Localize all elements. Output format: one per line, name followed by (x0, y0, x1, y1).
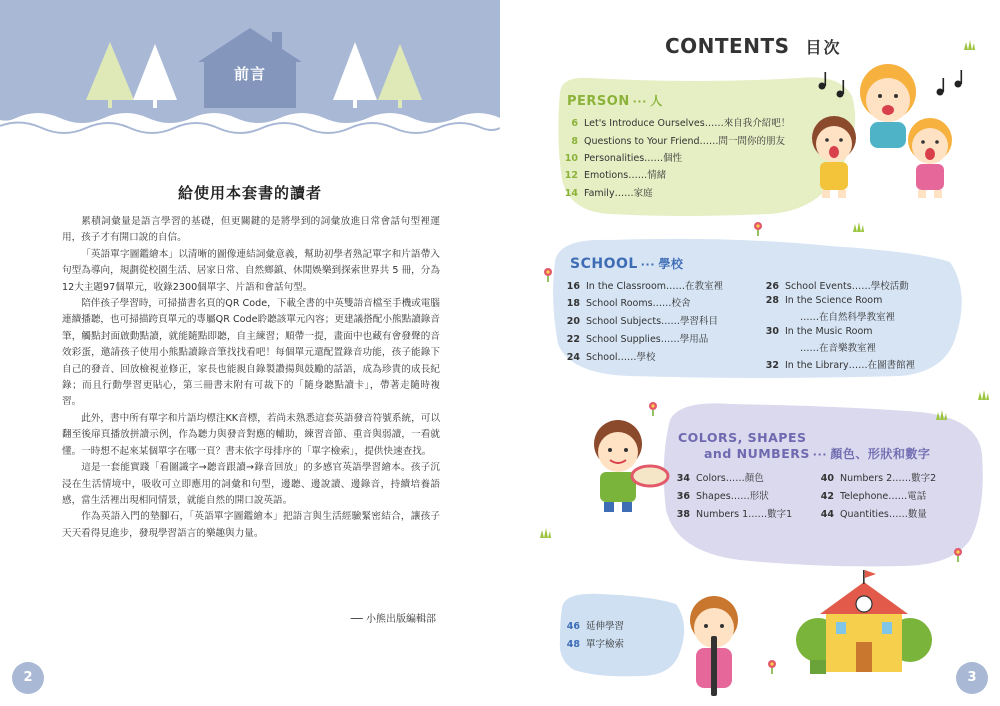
toc-entry-label: Questions to Your Friend……問一問你的朋友 (584, 136, 786, 147)
toc-entry-label: Colors……顏色 (696, 473, 764, 484)
toc-page-number: 6 (571, 118, 578, 129)
toc-entry[interactable] (562, 133, 785, 147)
toc-entry[interactable] (562, 115, 790, 129)
toc-entry-label: School Rooms……校舍 (586, 298, 691, 309)
flower-icon (768, 660, 776, 674)
contents-title-zh: 目次 (805, 38, 842, 57)
toc-entry-label: Numbers 2……數字2 (840, 473, 937, 484)
toc-entry[interactable] (763, 326, 873, 337)
toc-entry[interactable] (566, 618, 624, 632)
flower-icon (954, 548, 962, 562)
section-title-zh: 學校 (658, 257, 684, 271)
toc-page-number: 20 (566, 316, 580, 327)
signature: ── 小熊出版編輯部 (350, 614, 436, 625)
toc-entry-label: Emotions……情緒 (584, 170, 667, 181)
toc-entry-label: School……學校 (586, 352, 656, 363)
title-dots: ‧‧‧ (640, 258, 656, 271)
paragraph: 這是一套能實踐「看圖識字→聽音跟讀→錄音回放」的多感官英語學習繪本。孩子沉浸在生活情境中，吸收可立即應用的詞彙和句型，邊聽、邊說讀、邊錄音，持續培養語感，當生活裡出現相同情景，就能自然的開口說英語。 (62, 462, 440, 506)
toc-entry-label: Telephone……電話 (840, 491, 927, 502)
section-title-en: SCHOOL (570, 256, 638, 272)
toc-entry[interactable] (564, 278, 723, 292)
toc-entry[interactable] (562, 150, 682, 164)
toc-entry[interactable] (674, 506, 792, 520)
toc-page-number: 22 (566, 334, 580, 345)
toc-page-number: 28 (765, 295, 779, 306)
toc-page-number: 36 (676, 491, 690, 502)
toc-entry-label: School Subjects……學習科目 (586, 316, 719, 327)
toc-entry-label: Personalities……個性 (584, 153, 683, 164)
toc-page-number: 34 (676, 473, 690, 484)
toc-entry[interactable] (564, 349, 656, 363)
toc-page-number: 8 (571, 136, 578, 147)
singing-kids-illustration (812, 64, 952, 198)
toc-entry[interactable] (763, 278, 909, 292)
toc-entry[interactable] (818, 506, 927, 520)
contents-title (665, 34, 842, 58)
toc-entry[interactable] (562, 185, 653, 199)
toc-entry-label: Shapes……形狀 (696, 491, 769, 502)
toc-entry-label: Quantities……數量 (840, 509, 927, 520)
toc-entry-label: 單字檢索 (586, 639, 625, 650)
toc-entry[interactable] (818, 488, 926, 502)
preface-body (62, 214, 440, 542)
toc-entry[interactable] (763, 357, 915, 371)
toc-page-number: 14 (564, 188, 578, 199)
contents-title-en: CONTENTS (665, 34, 790, 58)
paragraph: 作為英語入門的墊腳石，「英語單字圖鑑繪本」把語言與生活經驗緊密結合，讓孩子天天看得見進步，發現學習語言的樂趣與力量。 (62, 511, 440, 539)
toc-entry[interactable] (566, 636, 624, 650)
section-title-school (570, 255, 683, 272)
section-title-person (567, 92, 663, 109)
toc-entry-label: In the Library……在圖書館裡 (785, 360, 916, 371)
flower-icon (544, 268, 552, 282)
toc-entry-label: School Events……學校活動 (785, 281, 909, 292)
toc-entry-sub: ……在音樂教室裡 (800, 343, 877, 354)
paragraph: 陪伴孩子學習時，可掃描書名頁的QR Code，下載全書的中英雙語音檔至手機或電腦連續播聽，也可掃描跨頁單元的專屬QR Code聆聽該單元內容；更建議搭配小熊點讀錄音筆，觸點封面啟動點讀，就能隨點即聽，自主練習；順帶一提，畫面中也藏有會發聲的音效彩蛋，邀請孩子使用小熊點讀錄音筆找找看吧！每個單元還配置錄音功能，孩子能錄下自己的發音、回放檢視並修正，家長也能親自錄製讚揚與鼓勵的話語，成為珍貴的成長紀錄；而且行動學習更貼心，第三冊書末附有可裁下的「隨身聽點讀卡」，帶著走隨時複習。 (62, 298, 440, 408)
toc-entry-label: Family……家庭 (584, 188, 653, 199)
toc-page-number: 32 (765, 360, 779, 371)
toc-entry-label: In the Music Room (785, 326, 873, 337)
toc-page-number: 12 (564, 170, 578, 181)
toc-entry[interactable] (818, 470, 936, 484)
paragraph: 此外，書中所有單字和片語均標注KK音標，若尚未熟悉這套英語發音符號系統，可以翻至後扉頁播放拼讀示例，作為聽力與發音對應的輔助，練習音節、重音與弱讀，一看就懂。一時想不起來某個單字在哪一頁？書末依字母排序的「單字檢索」，提供快速查找。 (62, 412, 440, 457)
paragraph: 「英語單字圖鑑繪本」以清晰的圖像連結詞彙意義，幫助初學者熟記單字和片語帶入句型為導向，規劃從校園生活、居家日常、自然鄉鎮、休閒娛樂到探索世界共 5 冊，分為12大主題97個單元，收錄2300個單字、片語和會話句型。 (62, 248, 440, 293)
toc-page-number: 26 (765, 281, 779, 292)
section-title-en: PERSON (567, 94, 630, 109)
toc-page-number: 38 (676, 509, 690, 520)
page-number-left: 2 (12, 662, 44, 694)
toc-entry[interactable] (674, 488, 769, 502)
school-building-illustration (796, 570, 932, 674)
toc-page-number: 10 (564, 153, 578, 164)
flower-icon (754, 222, 762, 236)
toc-page-number: 46 (566, 621, 580, 632)
page-heading: 給使用本套書的讀者 (177, 184, 322, 202)
toc-page-number: 30 (765, 326, 779, 337)
toc-entry-sub: ……在自然科學教室裡 (800, 312, 896, 323)
title-dots: ‧‧‧ (632, 95, 648, 108)
toc-page-number: 44 (820, 509, 834, 520)
toc-page-number: 40 (820, 473, 834, 484)
toc-entry-label: Numbers 1……數字1 (696, 509, 793, 520)
paragraph: 累積詞彙量是語言學習的基礎，但更關鍵的是將學到的詞彙放進日常會話句型裡運用，孩子才有開口說的自信。 (62, 216, 440, 244)
section-title-en-line1: COLORS, SHAPES (678, 430, 807, 445)
toc-entry[interactable] (674, 470, 764, 484)
right-page (500, 0, 1000, 706)
toc-entry-label: School Supplies……學用品 (586, 334, 709, 345)
section-title-colors (678, 430, 930, 463)
toc-entry[interactable] (562, 167, 666, 181)
toc-page-number: 16 (566, 281, 580, 292)
section-title-en-line2: and NUMBERS (704, 446, 810, 461)
toc-entry[interactable] (763, 295, 882, 306)
toc-entry[interactable] (564, 331, 708, 345)
toc-page-number: 48 (566, 639, 580, 650)
preface-label: 前言 (233, 65, 266, 83)
flower-icon (649, 402, 657, 416)
toc-page-number: 24 (566, 352, 580, 363)
toc-entry-label: 延伸學習 (586, 621, 625, 632)
page-number-right: 3 (956, 662, 988, 694)
section-title-zh: 顏色、形狀和數字 (830, 447, 931, 461)
toc-entry-label: Let's Introduce Ourselves……來自我介紹吧！ (584, 118, 791, 129)
toc-entry[interactable] (564, 313, 718, 327)
section-title-zh: 人 (650, 94, 663, 108)
boy-with-drum-illustration (594, 420, 668, 512)
toc-entry-label: In the Science Room (785, 295, 883, 306)
toc-entry[interactable] (564, 295, 691, 309)
toc-entry-label: In the Classroom……在教室裡 (586, 281, 724, 292)
girl-with-clarinet-illustration (690, 596, 738, 696)
title-dots: ‧‧‧ (812, 448, 828, 461)
toc-page-number: 18 (566, 298, 580, 309)
toc-page-number: 42 (820, 491, 834, 502)
